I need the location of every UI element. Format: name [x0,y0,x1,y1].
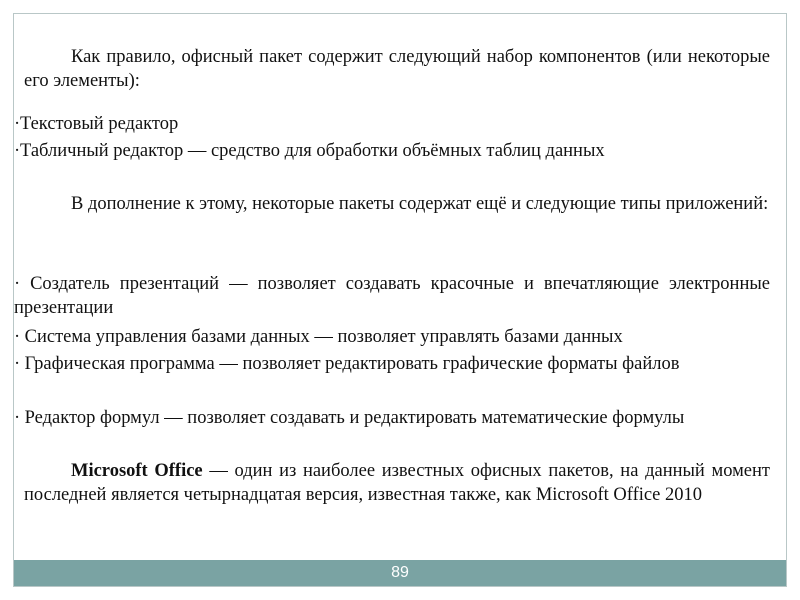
list-item [14,325,770,349]
bullet-icon: · [14,327,21,347]
slide [13,13,787,587]
bullet-icon: · [14,408,21,428]
list-item-text: Система управления базами данных — позволяет управлять базами данных [24,327,623,347]
bullet-icon: · [14,354,21,374]
intro-paragraph: Как правило, офисный пакет содержит следующий набор компонентов (или некоторые его элементы): [24,47,770,91]
bullet-icon: · [14,114,21,134]
list-item [14,139,770,163]
page-number: 89 [391,564,409,581]
list-item-text: Текстовый редактор [20,114,179,134]
list-item [14,352,770,376]
list-item [14,272,770,320]
bullet-icon: · [14,274,21,294]
bullet-icon: · [14,141,21,161]
conclusion-text: — один из наиболее известных офисных пакетов, на данный момент последней является четырнадцатая версия, известная также, как Microsoft Office 2010 [24,461,771,505]
product-name: Microsoft Office [71,461,203,481]
list-item [14,406,770,430]
list-item [14,112,770,136]
conclusion-paragraph [24,459,770,507]
list-item-text: Графическая программа — позволяет редактировать графические форматы файлов [24,354,680,374]
list-item-text: Создатель презентаций — позволяет создавать красочные и впечатляющие электронные презентации [14,274,770,318]
list-item-text: Редактор формул — позволяет создавать и редактировать математические формулы [24,408,685,428]
addition-paragraph: В дополнение к этому, некоторые пакеты содержат ещё и следующие типы приложений: [71,194,769,214]
list-item-text: Табличный редактор — средство для обработки объёмных таблиц данных [20,141,605,161]
footer-bar [14,560,786,586]
